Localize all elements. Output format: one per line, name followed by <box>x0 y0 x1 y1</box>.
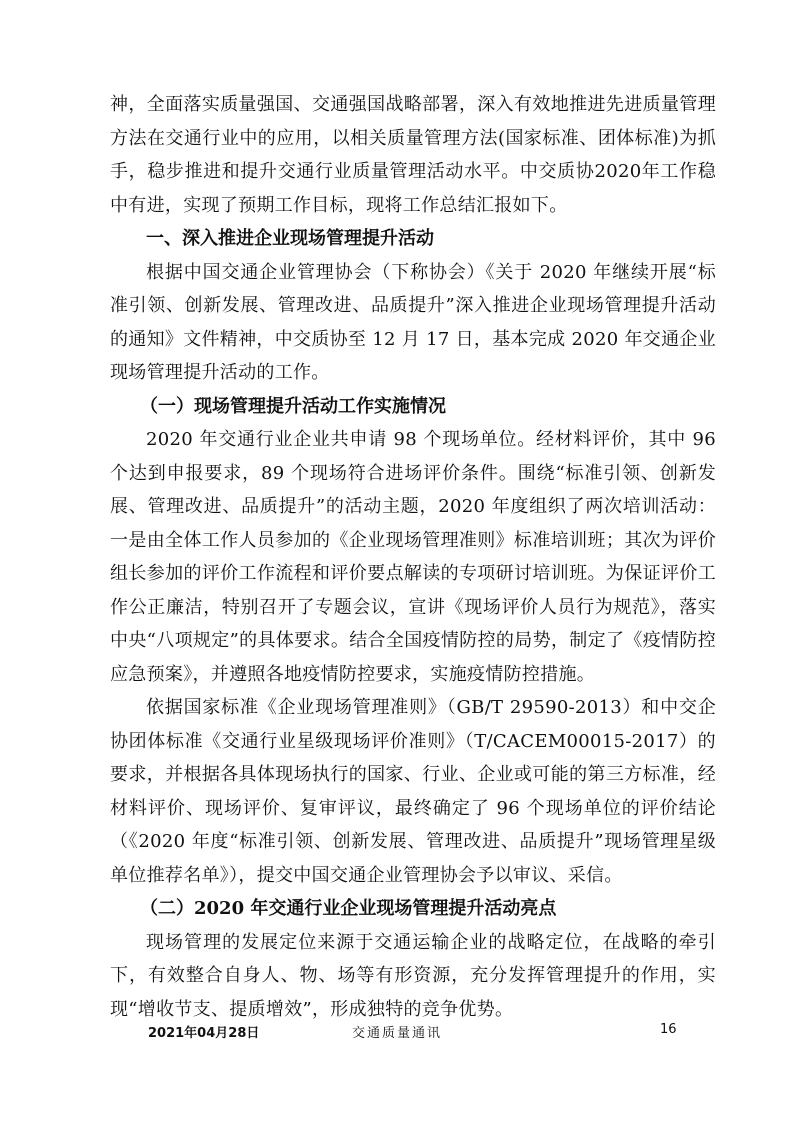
page-number: 16 <box>660 1022 677 1037</box>
paragraph: 现场管理的发展定位来源于交通运输企业的战略定位，在战略的牵引下，有效整合自身人、物、场等有形资源，充分发挥管理提升的作用，实现“增收节支、提质增效”，形成独特的竞争优势。 <box>110 931 716 1020</box>
section-heading-1: 一、深入推进企业现场管理提升活动 <box>146 228 434 249</box>
paragraph: 根据中国交通企业管理协会（下称协会）《关于 2020 年继续开展“标准引领、创新发展、管理改进、品质提升”深入推进企业现场管理提升活动的通知》文件精神，中交质协至 12 月 17 日，基本完成 2020 年交通企业现场管理提升活动的工作。 <box>110 261 716 383</box>
footer-journal-title: 交通质量通讯 <box>352 1026 443 1041</box>
footer-date: 2021年04月28日 <box>148 1026 260 1041</box>
paragraph: 2020 年交通行业企业共申请 98 个现场单位。经材料评价，其中 96 个达到申报要求，89 个现场符合进场评价条件。围绕“标准引领、创新发展、管理改进、品质提升”的活动主题，2020 年度组织了两次培训活动：一是由全体工作人员参加的《企业现场管理准则》标准培训班；其次为评价组长参加的评价工作流程和评价要点解读的专项研讨培训班。为保证评价工作公正廉洁，特别召开了专题会议，宣讲《现场评价人员行为规范》，落实中央“八项规定”的具体要求。结合全国疫情防控的局势，制定了《疫情防控应急预案》，并遵照各地疫情防控要求，实施疫情防控措施。 <box>110 429 716 685</box>
body-text <box>110 88 716 1026</box>
subsection-heading-1: （一）现场管理提升活动工作实施情况 <box>140 395 446 417</box>
paragraph: 依据国家标准《企业现场管理准则》（GB/T 29590-2013）和中交企协团体标准《交通行业星级现场评价准则》（T/CACEM00015-2017）的要求，并根据各具体现场执行的国家、行业、企业或可能的第三方标准，经材料评价、现场评价、复审评议，最终确定了 96 个现场单位的评价结论（《2020 年度“标准引领、创新发展、管理改进、品质提升”现场管理星级单位推荐名单》），提交中国交通企业管理协会予以审议、采信。 <box>110 697 716 886</box>
subsection-heading-2: （二）2020 年交通行业企业现场管理提升活动亮点 <box>140 898 557 919</box>
paragraph-intro-continued: 神，全面落实质量强国、交通强国战略部署，深入有效地推进先进质量管理方法在交通行业中的应用，以相关质量管理方法(国家标准、团体标准)为抓手，稳步推进和提升交通行业质量管理活动水平。中交质协2020年工作稳中有进，实现了预期工作目标，现将工作总结汇报如下。 <box>110 94 716 216</box>
page-footer <box>0 1022 794 1046</box>
